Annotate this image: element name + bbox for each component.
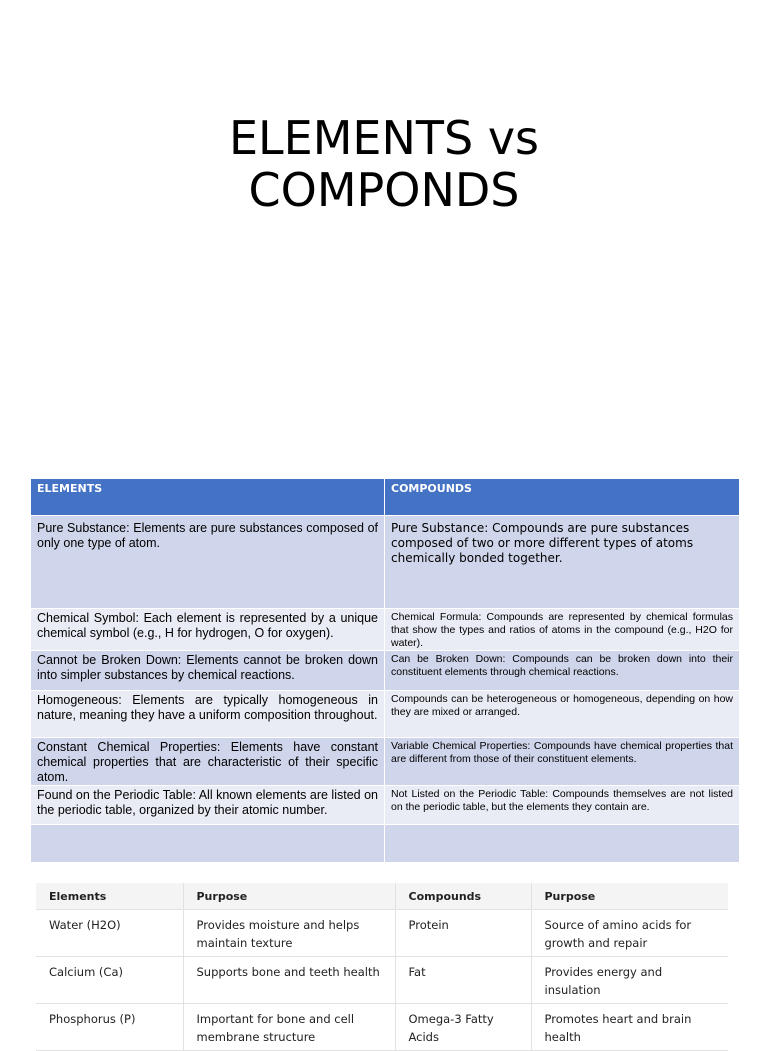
table-cell: Homogeneous: Elements are typically homogeneous in nature, meaning they have a uniform composition throughout. <box>31 691 385 738</box>
table-cell: Not Listed on the Periodic Table: Compounds themselves are not listed on the periodic table, but the elements they contain are. <box>385 786 740 825</box>
table-cell: Pure Substance: Compounds are pure substances composed of two or more different types of atoms chemically bonded together. <box>385 516 740 609</box>
elements-vs-compounds-table <box>30 478 740 863</box>
table-cell: Supports bone and teeth health <box>183 957 395 1004</box>
header-compounds: COMPOUNDS <box>385 479 740 516</box>
table-row <box>36 957 728 1004</box>
table-cell: Constant Chemical Properties: Elements have constant chemical properties that are characteristic of their specific atom. <box>31 738 385 786</box>
table-cell: Provides moisture and helps maintain texture <box>183 910 395 957</box>
table-row <box>31 651 740 691</box>
slide-title-line-1: ELEMENTS vs <box>228 111 540 165</box>
table-cell: Source of amino acids for growth and repair <box>531 910 728 957</box>
header-purpose: Purpose <box>531 883 728 910</box>
table-cell: Phosphorus (P) <box>36 1004 183 1051</box>
header-elements: ELEMENTS <box>31 479 385 516</box>
table-row <box>31 738 740 786</box>
purpose-table <box>36 883 728 1051</box>
table-cell-empty <box>31 825 385 863</box>
header-purpose: Purpose <box>183 883 395 910</box>
table-cell: Compounds can be heterogeneous or homogeneous, depending on how they are mixed or arranged. <box>385 691 740 738</box>
table-cell: Calcium (Ca) <box>36 957 183 1004</box>
header-compounds: Compounds <box>395 883 531 910</box>
table-cell: Chemical Symbol: Each element is represented by a unique chemical symbol (e.g., H for hydrogen, O for oxygen). <box>31 609 385 651</box>
table-cell: Chemical Formula: Compounds are represented by chemical formulas that show the types and ratios of atoms in the compound (e.g., H2O for water). <box>385 609 740 651</box>
slide-title <box>0 112 768 216</box>
table-row-empty <box>31 825 740 863</box>
table-cell: Water (H2O) <box>36 910 183 957</box>
header-elements: Elements <box>36 883 183 910</box>
table-row <box>31 516 740 609</box>
table-cell: Omega-3 Fatty Acids <box>395 1004 531 1051</box>
table-row <box>36 910 728 957</box>
table-row <box>31 786 740 825</box>
table-cell-empty <box>385 825 740 863</box>
table-cell: Variable Chemical Properties: Compounds have chemical properties that are different from those of their constituent elements. <box>385 738 740 786</box>
table-row <box>31 691 740 738</box>
table-cell: Pure Substance: Elements are pure substances composed of only one type of atom. <box>31 516 385 609</box>
slide-title-line-2: COMPONDS <box>248 163 520 217</box>
table-cell: Can be Broken Down: Compounds can be broken down into their constituent elements through chemical reactions. <box>385 651 740 691</box>
table-cell: Protein <box>395 910 531 957</box>
table-header-row <box>31 479 740 516</box>
table-cell: Important for bone and cell membrane structure <box>183 1004 395 1051</box>
table-row <box>31 609 740 651</box>
table-cell: Promotes heart and brain health <box>531 1004 728 1051</box>
purpose-header-row <box>36 883 728 910</box>
table-cell: Fat <box>395 957 531 1004</box>
table-cell: Cannot be Broken Down: Elements cannot be broken down into simpler substances by chemical reactions. <box>31 651 385 691</box>
table-row <box>36 1004 728 1051</box>
table-cell: Found on the Periodic Table: All known elements are listed on the periodic table, organized by their atomic number. <box>31 786 385 825</box>
table-cell: Provides energy and insulation <box>531 957 728 1004</box>
